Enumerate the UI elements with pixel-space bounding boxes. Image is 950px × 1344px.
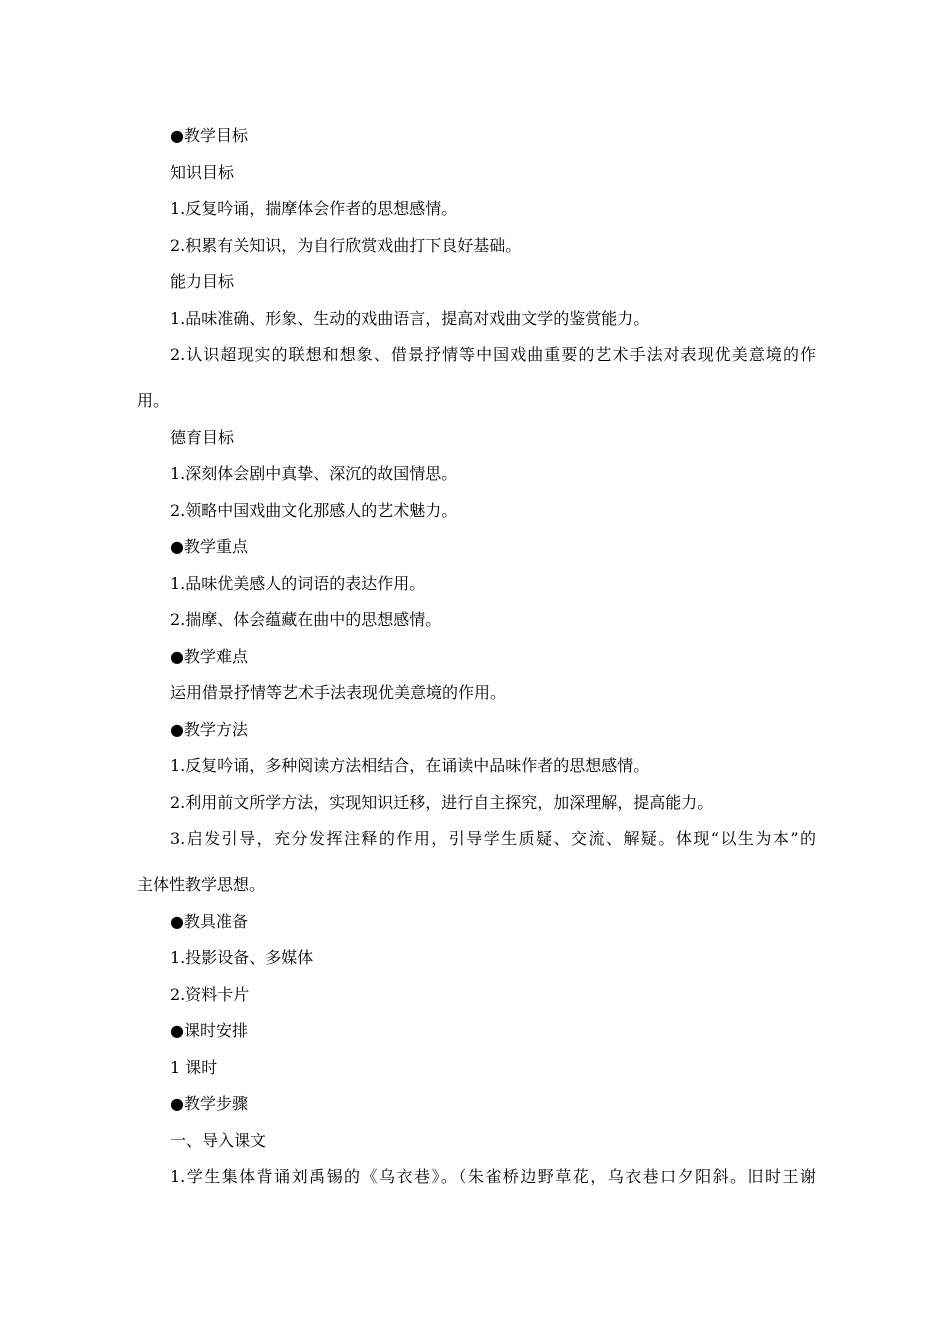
ability-goal-item: 1.品味准确、形象、生动的戏曲语言，提高对戏曲文学的鉴赏能力。 <box>170 308 650 328</box>
paragraph-continuation: 用。 <box>137 391 170 410</box>
paragraph-continuation: 主体性教学思想。 <box>137 875 266 894</box>
key-point-item: 2.揣摩、体会蕴藏在曲中的思想感情。 <box>170 610 442 629</box>
subheading-moral-goals: 德育目标 <box>170 427 235 447</box>
moral-goal-item: 2.领略中国戏曲文化那感人的艺术魅力。 <box>170 500 458 520</box>
paragraph-first-line: 3.启发引导，充分发挥注释的作用，引导学生质疑、交流、解疑。体现“以生为本”的 <box>170 829 816 848</box>
section-heading-difficulties: ●教学难点 <box>170 646 248 666</box>
step-heading-introduction: 一、导入课文 <box>170 1130 267 1150</box>
teaching-aid-item: 1.投影设备、多媒体 <box>170 948 314 967</box>
subheading-ability-goals: 能力目标 <box>170 272 235 291</box>
key-point-item: 1.品味优美感人的词语的表达作用。 <box>170 573 426 593</box>
section-heading-key-points: ●教学重点 <box>170 537 248 556</box>
subheading-knowledge-goals: 知识目标 <box>170 162 235 182</box>
teaching-aid-item: 2.资料卡片 <box>170 984 250 1004</box>
method-item: 2.利用前文所学方法，实现知识迁移，进行自主探究，加深理解，提高能力。 <box>170 792 714 812</box>
knowledge-goal-item: 2.积累有关知识，为自行欣赏戏曲打下良好基础。 <box>170 235 522 255</box>
paragraph-first-line: 2.认识超现实的联想和想象、借景抒情等中国戏曲重要的艺术手法对表现优美意境的作 <box>170 345 816 364</box>
knowledge-goal-item: 1.反复吟诵，揣摩体会作者的思想感情。 <box>170 199 458 218</box>
paragraph-first-line: 1.学生集体背诵刘禹锡的《乌衣巷》。（朱雀桥边野草花，乌衣巷口夕阳斜。旧时王谢 <box>170 1167 816 1186</box>
moral-goal-item: 1.深刻体会剧中真挚、深沉的故国情思。 <box>170 464 458 483</box>
section-heading-methods: ●教学方法 <box>170 719 248 739</box>
ability-goal-item <box>137 343 817 413</box>
document-body <box>137 124 817 1202</box>
section-heading-teaching-aids: ●教具准备 <box>170 911 248 931</box>
step-item <box>137 1165 817 1189</box>
schedule-item: 1 课时 <box>170 1057 218 1077</box>
section-heading-teaching-goals: ●教学目标 <box>170 126 248 145</box>
method-item: 1.反复吟诵，多种阅读方法相结合，在诵读中品味作者的思想感情。 <box>170 756 650 775</box>
method-item <box>137 827 817 897</box>
difficulty-item: 运用借景抒情等艺术手法表现优美意境的作用。 <box>170 683 507 702</box>
section-heading-schedule: ●课时安排 <box>170 1021 248 1040</box>
section-heading-steps: ●教学步骤 <box>170 1094 248 1113</box>
